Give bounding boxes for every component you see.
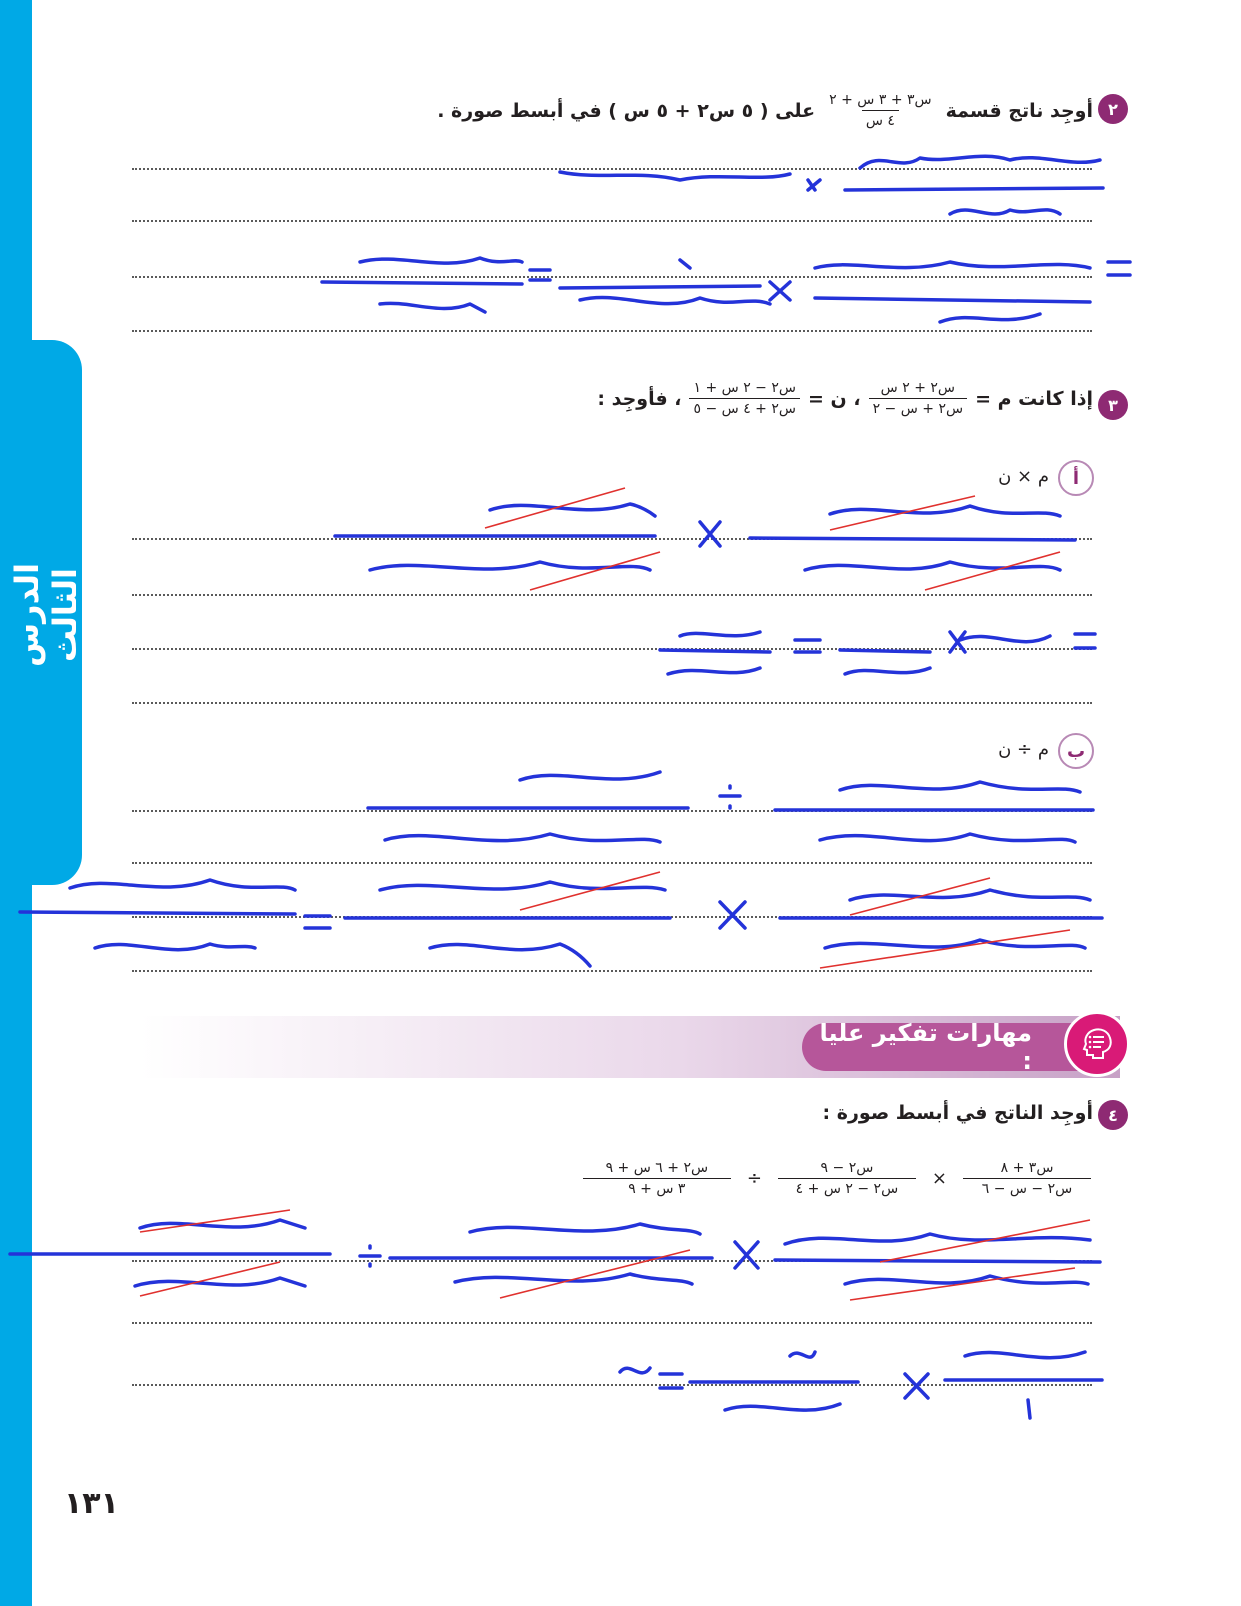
q3-m-numerator: س٢ + ٢ س (880, 380, 956, 396)
question-4-number: ٤ (1098, 1100, 1128, 1130)
q3-m-denominator: س٢ + س − ٢ (869, 398, 968, 417)
handwriting-q3a (335, 504, 1095, 674)
question-3-number: ٣ (1098, 390, 1128, 420)
part-a-expression: م × ن (998, 466, 1049, 487)
q4-f3-denominator: ٣ س + ٩ (583, 1178, 731, 1197)
q4-f3-numerator: س٢ + ٦ س + ٩ (605, 1160, 709, 1176)
handwriting-q2 (322, 156, 1130, 322)
q3-text-a: إذا كانت م = (975, 387, 1093, 410)
q2-frac-denominator: ٤ س (862, 110, 899, 129)
part-b-label: ب (1058, 733, 1094, 769)
q4-operator-multiply: × (931, 1168, 947, 1189)
q4-f1-numerator: س٣ + ٨ (1000, 1160, 1054, 1176)
banner-title: مهارات تفكير عليا : (802, 1023, 1092, 1071)
q3-n-numerator: س٢ − ٢ س + ١ (693, 380, 796, 396)
page-number: ١٣١ (64, 1486, 119, 1521)
q2-text-a: أوجِد ناتج قسمة (945, 99, 1093, 122)
q3-n-denominator: س٢ + ٤ س − ٥ (689, 398, 800, 417)
part-b-expression: م ÷ ن (998, 739, 1049, 760)
question-4-text: أوجِد الناتج في أبسط صورة : (822, 1102, 1093, 1124)
q4-f2-numerator: س٢ − ٩ (820, 1160, 874, 1176)
q3-text-b: ، ن = (807, 387, 861, 410)
handwriting-q3b-cancel (520, 872, 1070, 968)
handwriting-q3b (20, 772, 1102, 966)
q4-f1-denominator: س٢ − س − ٦ (963, 1178, 1091, 1197)
part-a-label: أ (1058, 460, 1094, 496)
q4-f2-denominator: س٢ − ٢ س + ٤ (778, 1178, 916, 1197)
q3-text-c: ، فأوجِد : (597, 387, 682, 410)
question-2-number: ٢ (1098, 94, 1128, 124)
q2-text-b: على ( ٥ س٢ + ٥ س ) في أبسط صورة . (437, 99, 816, 122)
q4-operator-divide: ÷ (746, 1168, 762, 1189)
lesson-tab-label: الدرس الثالث (8, 562, 84, 668)
q2-frac-numerator: س٣ + ٣ س + ٢ (829, 92, 932, 108)
